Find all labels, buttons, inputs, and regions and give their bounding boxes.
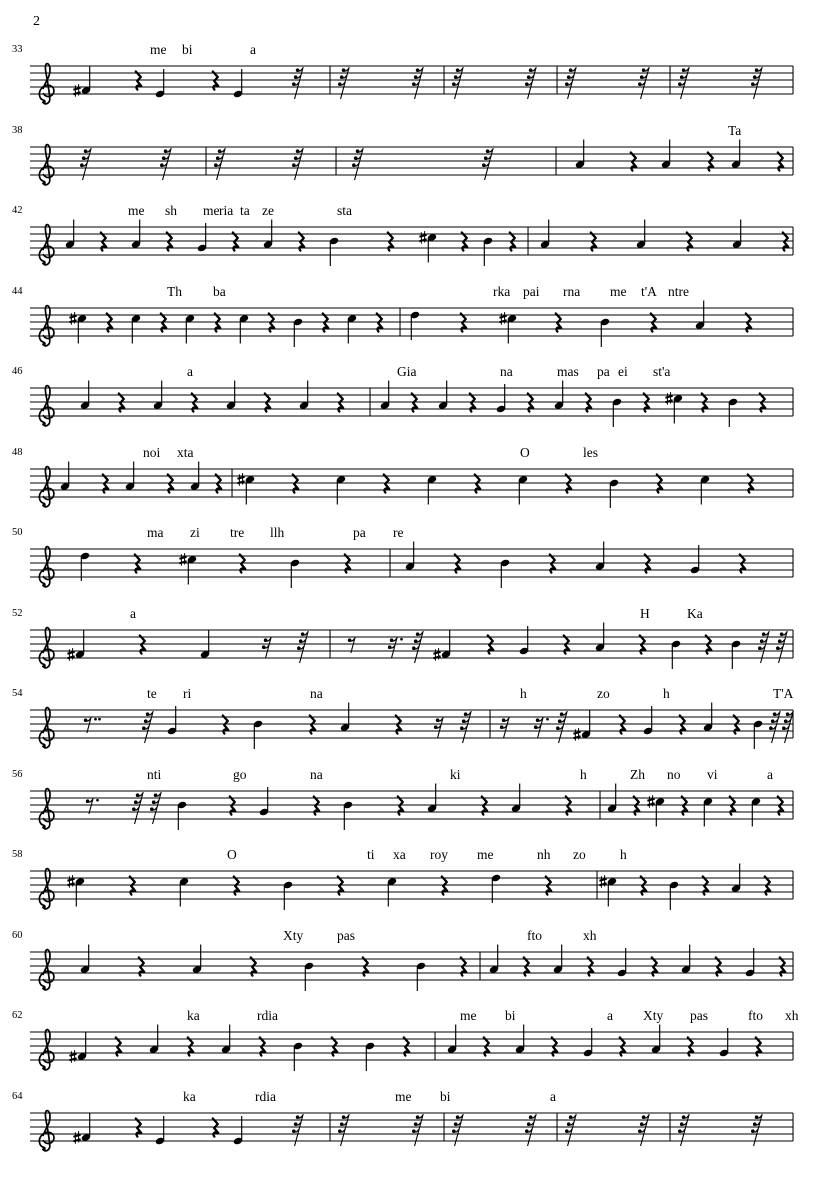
rest-hook-dot	[454, 1122, 458, 1126]
lyric-syllable: sta	[337, 203, 352, 218]
barline	[400, 308, 401, 336]
rest-hook-dot	[338, 1129, 342, 1133]
rest-hook-dot	[342, 1115, 346, 1119]
treble-clef-icon	[39, 1030, 54, 1070]
rest-hook-dot	[567, 75, 571, 79]
rest-hook-dot	[678, 82, 682, 86]
barline	[793, 1113, 794, 1141]
page-number: 2	[33, 14, 40, 29]
rest-hook-dot	[136, 793, 140, 797]
lyric-syllable: Ka	[687, 606, 703, 621]
barline	[490, 710, 491, 738]
barline	[600, 791, 601, 819]
rest-hook-dot	[414, 75, 418, 79]
rest-hook-dot	[462, 719, 466, 723]
barline	[370, 388, 371, 416]
lyric-syllable: pai	[523, 284, 540, 299]
barline	[793, 630, 794, 658]
lyric-syllable: ria	[219, 203, 234, 218]
rest-hook-dot	[638, 82, 642, 86]
measure-number: 58	[12, 849, 23, 860]
lyric-syllable: bi	[440, 1089, 451, 1104]
lyric-syllable: mas	[557, 364, 579, 379]
rest-hook-dot	[558, 719, 562, 723]
rest-hook-dot	[456, 1115, 460, 1119]
rest-hook-dot	[412, 82, 416, 86]
treble-clef-icon	[39, 1111, 54, 1151]
rest-hook-dot	[86, 799, 90, 803]
barline	[557, 66, 558, 94]
lyric-syllable: ki	[450, 767, 461, 782]
rest-hook-dot	[390, 638, 394, 642]
rest-hook-dot	[348, 638, 352, 642]
barline	[793, 549, 794, 577]
treble-clef-icon	[43, 986, 46, 989]
lyric-syllable: na	[310, 767, 323, 782]
lyric-syllable: st'a	[653, 364, 671, 379]
rest-hook-dot	[80, 163, 84, 167]
treble-clef-icon	[39, 547, 54, 587]
barline	[670, 1113, 671, 1141]
treble-clef-icon	[39, 789, 54, 829]
rest-hook-dot	[642, 68, 646, 72]
lyric-syllable: fto	[748, 1008, 763, 1023]
treble-clef-icon	[43, 825, 46, 828]
augmentation-dot	[400, 638, 403, 641]
rest-hook-dot	[529, 1115, 533, 1119]
rest-hook-dot	[484, 156, 488, 160]
lyric-syllable: na	[310, 686, 323, 701]
rest-hook-dot	[536, 718, 540, 722]
rest-hook-dot	[771, 719, 775, 723]
rest-hook-dot	[416, 68, 420, 72]
treble-clef-icon	[39, 628, 54, 668]
rest-hook-dot	[452, 82, 456, 86]
sharp-accidental-icon	[69, 316, 76, 318]
lyric-syllable: ze	[262, 203, 274, 218]
lyric-syllable: me	[395, 1089, 412, 1104]
rest-hook-dot	[134, 800, 138, 804]
lyric-syllable: sh	[165, 203, 178, 218]
rest-hook-dot	[416, 632, 420, 636]
rest-hook-dot	[82, 156, 86, 160]
barline	[793, 66, 794, 94]
barline	[444, 1113, 445, 1141]
treble-clef-icon	[39, 64, 54, 104]
lyric-syllable: zo	[597, 686, 610, 701]
lyric-syllable: roy	[430, 847, 448, 862]
rest-hook-dot	[412, 1129, 416, 1133]
rest-hook-dot	[464, 712, 468, 716]
lyric-syllable: O	[520, 445, 530, 460]
lyric-syllable: zo	[573, 847, 586, 862]
lyric-syllable: pas	[337, 928, 355, 943]
rest-hook-dot	[342, 68, 346, 72]
rest-hook-dot	[525, 82, 529, 86]
rest-hook-dot	[218, 149, 222, 153]
rest-hook-dot	[162, 156, 166, 160]
lyric-syllable: tre	[230, 525, 245, 540]
lyric-syllable: no	[667, 767, 681, 782]
measure-number: 52	[12, 608, 23, 619]
sharp-accidental-icon	[237, 477, 244, 479]
rest-hook-dot	[132, 807, 136, 811]
rest-hook-dot	[264, 638, 268, 642]
barline	[793, 1032, 794, 1060]
treble-clef-icon	[43, 342, 46, 345]
lyric-syllable: llh	[270, 525, 285, 540]
measure-number: 46	[12, 366, 23, 377]
lyric-syllable: pas	[690, 1008, 708, 1023]
rest-hook-dot	[776, 646, 780, 650]
lyric-syllable: ti	[367, 847, 375, 862]
measure-number: 62	[12, 1010, 23, 1021]
lyric-syllable: ei	[618, 364, 628, 379]
lyric-syllable: a	[250, 42, 256, 57]
lyric-syllable: xa	[393, 847, 406, 862]
sharp-accidental-icon	[73, 1135, 80, 1137]
treble-clef-icon	[43, 905, 46, 908]
rest-hook-dot	[154, 793, 158, 797]
rest-hook-dot	[412, 646, 416, 650]
rest-hook-dot	[388, 645, 392, 649]
treble-clef-icon	[43, 1066, 46, 1069]
lyric-syllable: pa	[353, 525, 366, 540]
barline	[232, 469, 233, 497]
barline	[793, 791, 794, 819]
rest-hook-dot	[502, 718, 506, 722]
lyric-syllable: ta	[240, 203, 250, 218]
rest-hook-dot	[680, 75, 684, 79]
rest-hook-dot	[292, 82, 296, 86]
treble-clef-icon	[39, 467, 54, 507]
lyric-syllable: go	[233, 767, 247, 782]
treble-clef-icon	[43, 503, 46, 506]
barline	[793, 147, 794, 175]
barline	[330, 1113, 331, 1141]
measure-number: 50	[12, 527, 23, 538]
rest-hook-dot	[301, 632, 305, 636]
sharp-accidental-icon	[647, 799, 654, 801]
rest-hook-dot	[525, 1129, 529, 1133]
rest-hook-dot	[452, 1129, 456, 1133]
barline	[793, 388, 794, 416]
barline	[528, 227, 529, 255]
rest-hook-dot	[352, 163, 356, 167]
rest-hook-dot	[560, 712, 564, 716]
lyric-syllable: Ta	[728, 123, 742, 138]
treble-clef-icon	[39, 950, 54, 990]
rest-hook-dot	[486, 149, 490, 153]
rest-hook-dot	[460, 726, 464, 730]
barline	[557, 1113, 558, 1141]
rest-hook-dot	[482, 163, 486, 167]
rest-hook-dot	[760, 639, 764, 643]
rest-hook-dot	[527, 75, 531, 79]
rest-hook-dot	[142, 726, 146, 730]
rest-hook-dot	[340, 75, 344, 79]
barline	[206, 147, 207, 175]
barline	[793, 871, 794, 899]
lyric-syllable: Th	[167, 284, 182, 299]
lyric-syllable: rka	[493, 284, 511, 299]
sharp-accidental-icon	[665, 396, 672, 398]
lyric-syllable: re	[393, 525, 404, 540]
barline	[336, 147, 337, 175]
lyric-syllable: ka	[183, 1089, 196, 1104]
treble-clef-icon	[39, 386, 54, 426]
lyric-syllable: ntre	[668, 284, 689, 299]
lyric-syllable: pa	[597, 364, 610, 379]
rest-hook-dot	[567, 1122, 571, 1126]
rest-hook-dot	[534, 725, 538, 729]
rest-hook-dot	[751, 82, 755, 86]
measure-number: 56	[12, 769, 23, 780]
lyric-syllable: bi	[505, 1008, 516, 1023]
treble-clef-icon	[39, 306, 54, 346]
lyric-syllable: les	[583, 445, 598, 460]
barline	[793, 308, 794, 336]
rest-hook-dot	[782, 726, 786, 730]
rest-hook-dot	[454, 75, 458, 79]
lyric-syllable: me	[460, 1008, 477, 1023]
rest-hook-dot	[296, 149, 300, 153]
rest-hook-dot	[214, 163, 218, 167]
rest-hook-dot	[784, 719, 788, 723]
lyric-syllable: a	[767, 767, 773, 782]
rest-hook-dot	[500, 725, 504, 729]
rest-hook-dot	[773, 712, 777, 716]
sharp-accidental-icon	[69, 1054, 76, 1056]
rest-hook-dot	[416, 1115, 420, 1119]
sharp-accidental-icon	[573, 732, 580, 734]
rest-hook-dot	[678, 1129, 682, 1133]
treble-clef-icon	[43, 422, 46, 425]
rest-hook-dot	[354, 156, 358, 160]
lyric-syllable: h	[620, 847, 627, 862]
lyric-syllable: me	[150, 42, 167, 57]
barline	[597, 871, 598, 899]
measure-number: 60	[12, 930, 23, 941]
rest-hook-dot	[529, 68, 533, 72]
lyric-syllable: xh	[583, 928, 597, 943]
barline	[670, 66, 671, 94]
rest-hook-dot	[640, 75, 644, 79]
treble-clef-icon	[39, 708, 54, 748]
lyric-syllable: rdia	[257, 1008, 278, 1023]
lyric-syllable: te	[147, 686, 157, 701]
barline	[330, 630, 331, 658]
measure-number: 54	[12, 688, 23, 699]
treble-clef-icon	[43, 664, 46, 667]
sharp-accidental-icon	[433, 652, 440, 654]
barline	[480, 952, 481, 980]
rest-hook-dot	[150, 807, 154, 811]
rest-hook-dot	[297, 646, 301, 650]
barline	[390, 549, 391, 577]
measure-number: 42	[12, 205, 23, 216]
lyric-syllable: na	[500, 364, 513, 379]
barline	[793, 469, 794, 497]
lyric-syllable: rdia	[255, 1089, 276, 1104]
sharp-accidental-icon	[599, 879, 606, 881]
rest-hook-dot	[338, 82, 342, 86]
rest-hook-dot	[565, 82, 569, 86]
rest-hook-dot	[164, 149, 168, 153]
lyric-syllable: ri	[183, 686, 192, 701]
rest-hook-dot	[456, 68, 460, 72]
lyric-syllable: xh	[785, 1008, 799, 1023]
lyric-syllable: h	[580, 767, 587, 782]
lyric-syllable: me	[610, 284, 627, 299]
rest-hook-dot	[152, 800, 156, 804]
rest-hook-dot	[769, 726, 773, 730]
lyric-syllable: O	[227, 847, 237, 862]
rest-hook-dot	[755, 68, 759, 72]
rest-hook-dot	[84, 149, 88, 153]
rest-hook-dot	[642, 1115, 646, 1119]
lyric-syllable: me	[128, 203, 145, 218]
rest-hook-dot	[780, 632, 784, 636]
rest-hook-dot	[638, 1129, 642, 1133]
treble-clef-icon	[43, 100, 46, 103]
lyric-syllable: h	[520, 686, 527, 701]
rest-hook-dot	[755, 1115, 759, 1119]
treble-clef-icon	[39, 145, 54, 185]
rest-hook-dot	[786, 712, 790, 716]
rest-hook-dot	[146, 712, 150, 716]
rest-hook-dot	[294, 1122, 298, 1126]
lyric-syllable: fto	[527, 928, 542, 943]
lyric-syllable: nh	[537, 847, 551, 862]
augmentation-dot	[546, 718, 549, 721]
rest-hook-dot	[640, 1122, 644, 1126]
rest-hook-dot	[762, 632, 766, 636]
rest-hook-dot	[778, 639, 782, 643]
barline	[793, 952, 794, 980]
lyric-syllable: Xty	[283, 928, 304, 943]
rest-hook-dot	[84, 718, 88, 722]
rest-hook-dot	[292, 1129, 296, 1133]
lyric-syllable: ka	[187, 1008, 200, 1023]
treble-clef-icon	[43, 583, 46, 586]
treble-clef-icon	[43, 181, 46, 184]
treble-clef-icon	[43, 744, 46, 747]
rest-hook-dot	[414, 639, 418, 643]
lyric-syllable: a	[130, 606, 136, 621]
lyric-syllable: noi	[143, 445, 161, 460]
lyric-syllable: ba	[213, 284, 226, 299]
rest-hook-dot	[682, 1115, 686, 1119]
lyric-syllable: a	[607, 1008, 613, 1023]
lyric-syllable: bi	[182, 42, 193, 57]
lyric-syllable: t'A	[641, 284, 657, 299]
rest-hook-dot	[682, 68, 686, 72]
rest-hook-dot	[296, 68, 300, 72]
lyric-syllable: nti	[147, 767, 162, 782]
lyric-syllable: a	[550, 1089, 556, 1104]
rest-hook-dot	[294, 156, 298, 160]
lyric-syllable: ma	[147, 525, 164, 540]
treble-clef-icon	[43, 261, 46, 264]
measure-number: 38	[12, 125, 23, 136]
rest-hook-dot	[758, 646, 762, 650]
lyric-syllable: Zh	[630, 767, 645, 782]
lyric-syllable: me	[203, 203, 220, 218]
barline	[330, 66, 331, 94]
treble-clef-icon	[43, 1147, 46, 1150]
barline	[435, 1032, 436, 1060]
augmentation-dot	[96, 799, 99, 802]
sharp-accidental-icon	[67, 879, 74, 881]
rest-hook-dot	[292, 163, 296, 167]
rest-hook-dot	[356, 149, 360, 153]
rest-hook-dot	[296, 1115, 300, 1119]
measure-number: 48	[12, 447, 23, 458]
rest-hook-dot	[340, 1122, 344, 1126]
lyric-syllable: T'A	[773, 686, 794, 701]
measure-number: 64	[12, 1091, 23, 1102]
rest-hook-dot	[414, 1122, 418, 1126]
rest-hook-dot	[565, 1129, 569, 1133]
rest-hook-dot	[569, 68, 573, 72]
lyric-syllable: xta	[177, 445, 194, 460]
rest-hook-dot	[294, 75, 298, 79]
treble-clef-icon	[39, 225, 54, 265]
lyric-syllable: h	[663, 686, 670, 701]
rest-hook-dot	[527, 1122, 531, 1126]
lyric-syllable: Xty	[643, 1008, 664, 1023]
sharp-accidental-icon	[67, 652, 74, 654]
rest-hook-dot	[436, 718, 440, 722]
rest-hook-dot	[262, 645, 266, 649]
rest-hook-dot	[216, 156, 220, 160]
rest-hook-dot	[144, 719, 148, 723]
lyric-syllable: Gia	[397, 364, 417, 379]
measure-number: 44	[12, 286, 23, 297]
rest-hook-dot	[753, 75, 757, 79]
sharp-accidental-icon	[419, 235, 426, 237]
barline	[556, 147, 557, 175]
lyric-syllable: a	[187, 364, 193, 379]
barline	[444, 66, 445, 94]
rest-hook-dot	[751, 1129, 755, 1133]
rest-hook-dot	[556, 726, 560, 730]
sharp-accidental-icon	[73, 88, 80, 90]
rest-hook-dot	[569, 1115, 573, 1119]
augmentation-dot	[98, 718, 101, 721]
sharp-accidental-icon	[179, 557, 186, 559]
lyric-syllable: rna	[563, 284, 581, 299]
rest-hook-dot	[299, 639, 303, 643]
lyric-syllable: vi	[707, 767, 718, 782]
lyric-syllable: me	[477, 847, 494, 862]
augmentation-dot	[94, 718, 97, 721]
rest-hook-dot	[434, 725, 438, 729]
lyric-syllable: H	[640, 606, 650, 621]
treble-clef-icon	[39, 869, 54, 909]
sharp-accidental-icon	[499, 316, 506, 318]
rest-hook-dot	[753, 1122, 757, 1126]
lyric-syllable: zi	[190, 525, 200, 540]
barline	[793, 227, 794, 255]
measure-number: 33	[12, 44, 23, 55]
rest-hook-dot	[160, 163, 164, 167]
rest-hook-dot	[680, 1122, 684, 1126]
